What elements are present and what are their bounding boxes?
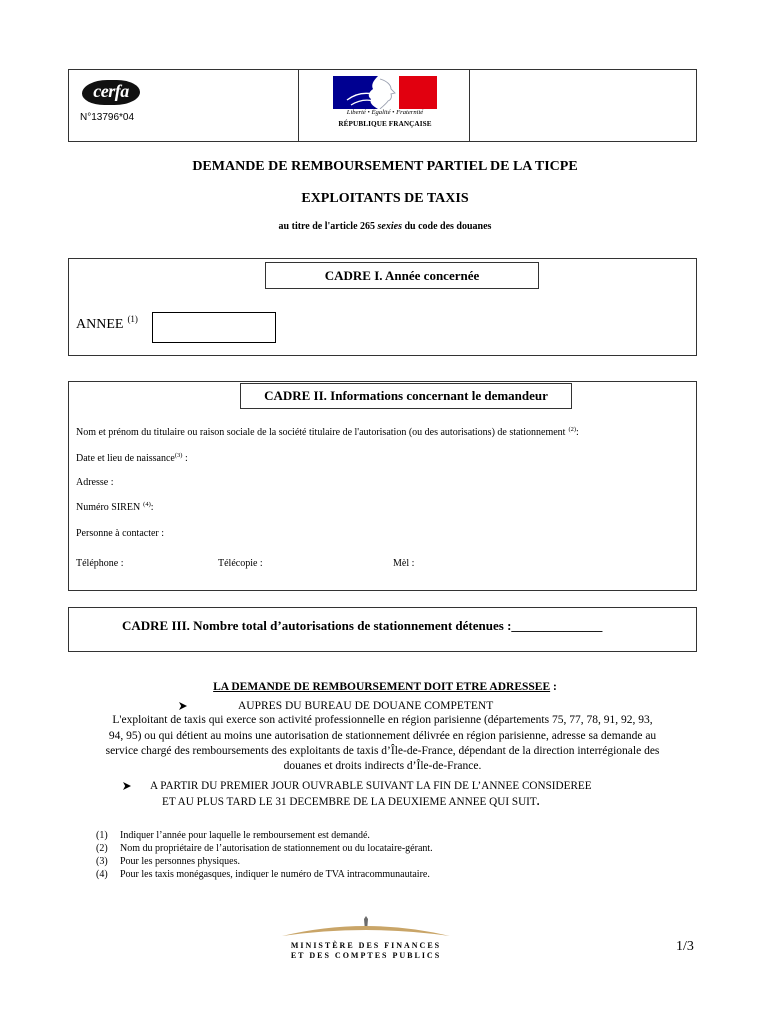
footnote-number: (1) (96, 830, 108, 841)
cadre-2-title-box (240, 383, 572, 409)
instructions-heading (0, 681, 770, 694)
field-contact: Personne à contacter : (76, 528, 165, 539)
annee-label (76, 314, 138, 333)
annee-field[interactable] (152, 312, 276, 343)
instructions-heading-colon: : (550, 681, 557, 693)
field-mel: Mèl : (393, 558, 415, 569)
cadre-1-title-box (265, 262, 539, 289)
ministry-figure (364, 916, 368, 926)
footnote-text: Pour les taxis monégasques, indiquer le numéro de TVA intracommunautaire. (120, 869, 430, 880)
cerfa-logo (82, 80, 140, 105)
field-nom-suffix: : (576, 427, 579, 438)
paragraph-line: douanes et droits indirects d’Île-de-France. (283, 760, 482, 772)
instructions-heading-text: LA DEMANDE DE REMBOURSEMENT DOIT ETRE ADRESSEE (213, 681, 551, 693)
document-title: DEMANDE DE REMBOURSEMENT PARTIEL DE LA TICPE (192, 159, 578, 174)
field-siren-footnote-ref: (4) (143, 501, 151, 508)
footnote-text: Pour les personnes physiques. (120, 856, 240, 867)
cadre-3-title-text: CADRE III. Nombre total d’autorisations de stationnement détenues : (122, 618, 512, 633)
cadre-3-title (122, 619, 602, 634)
field-telecopie: Télécopie : (218, 558, 263, 569)
marianne-red-band (399, 76, 437, 109)
field-telephone: Téléphone : (76, 558, 124, 569)
field-naissance-label: Date et lieu de naissance (76, 453, 175, 464)
annee-label-text: ANNEE (76, 317, 124, 332)
cadre-2-frame (68, 381, 697, 591)
bullet-delai-line1: A PARTIR DU PREMIER JOUR OUVRABLE SUIVANT LA FIN DE L’ANNEE CONSIDEREE (150, 780, 592, 792)
cadre-3-blank: ______________ (511, 618, 603, 633)
field-naissance-suffix: : (182, 453, 188, 464)
footnote-number: (2) (96, 843, 108, 854)
form-number: N°13796*04 (80, 112, 135, 123)
paragraph-line: service chargé des remboursements des exploitants de taxis d’Île-de-France, dépendant de la direction interrégionale des (105, 745, 660, 757)
republic-motto: Liberté • Égalité • Fraternité (346, 109, 424, 116)
paragraph-line: 94, 95) ou qui détient au moins une autorisation de stationnement délivrée en région parisienne, adresse sa demande au (108, 730, 657, 742)
header-divider-right (469, 69, 470, 142)
legal-reference-after: du code des douanes (401, 221, 492, 232)
document-subtitle: EXPLOITANTS DE TAXIS (301, 191, 469, 206)
ministry-logo (280, 910, 452, 938)
page-number: 1/3 (676, 939, 694, 954)
annee-footnote-ref: (1) (127, 314, 138, 324)
paragraph-line: L'exploitant de taxis qui exerce son activité professionnelle en région parisienne (départements 75, 77, 78, 91, 92, 93, (112, 714, 653, 726)
field-nom (76, 427, 579, 439)
field-naissance-footnote-ref: (3) (174, 452, 183, 459)
field-nom-label: Nom et prénom du titulaire ou raison sociale de la société titulaire de l'autorisation (ou des autorisations) de stationnement (76, 427, 566, 438)
arrow-bullet-icon (178, 701, 188, 711)
legal-reference (0, 221, 770, 233)
header-divider-left (298, 69, 299, 142)
field-nom-footnote-ref: (2) (568, 426, 577, 433)
ministry-name-line2: ET DES COMPTES PUBLICS (290, 951, 442, 960)
republic-name: RÉPUBLIQUE FRANÇAISE (338, 120, 432, 128)
footnote-number: (3) (96, 856, 108, 867)
field-siren-label: Numéro SIREN (76, 502, 141, 513)
bullet-bureau-douane: AUPRES DU BUREAU DE DOUANE COMPETENT (238, 700, 494, 712)
cadre-1-title: CADRE I. Année concernée (324, 267, 480, 283)
footnote-text: Indiquer l’année pour laquelle le remboursement est demandé. (120, 830, 370, 841)
bullet-delai-line2-text: ET AU PLUS TARD LE 31 DECEMBRE DE LA DEUXIEME ANNEE QUI SUIT (162, 796, 537, 808)
legal-reference-italic: sexies (377, 221, 402, 232)
field-adresse: Adresse : (76, 477, 114, 488)
cadre-2-title: CADRE II. Informations concernant le demandeur (264, 388, 548, 403)
field-siren-suffix: : (150, 502, 154, 513)
ministry-name-line1: MINISTÈRE DES FINANCES (290, 941, 442, 950)
bullet-delai-line2-period: . (536, 796, 540, 808)
marianne-logo (333, 76, 437, 109)
cerfa-logo-text: cerfa (93, 80, 129, 101)
field-naissance (76, 453, 188, 465)
footnote-number: (4) (96, 869, 108, 880)
ministry-arc (282, 926, 450, 936)
arrow-bullet-icon (122, 781, 132, 791)
footnote-text: Nom du propriétaire de l’autorisation de stationnement ou du locataire-gérant. (120, 843, 433, 854)
field-siren (76, 502, 154, 514)
bullet-delai-line2 (162, 796, 540, 809)
legal-reference-before: au titre de l'article 265 (278, 221, 378, 232)
